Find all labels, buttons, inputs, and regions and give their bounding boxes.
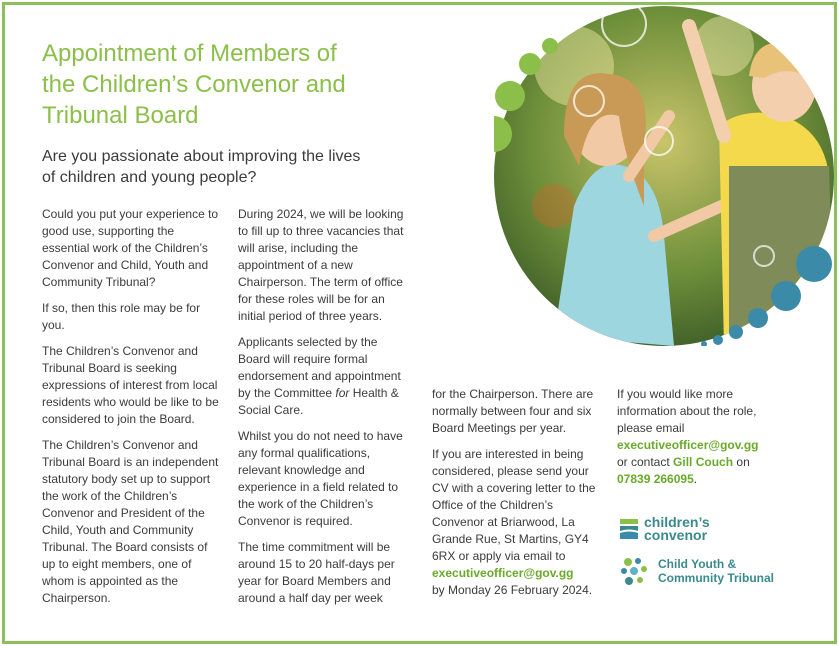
deadline-text: by Monday 26 February 2024. — [432, 583, 593, 597]
tribunal-logo-text: Community Tribunal — [658, 571, 775, 585]
paragraph — [432, 446, 604, 599]
email-link[interactable]: executiveofficer@gov.gg — [617, 438, 759, 452]
paragraph: If so, then this role may be for you. — [42, 301, 201, 332]
paragraph — [238, 334, 410, 419]
tribunal-logo-text: Child Youth & — [658, 557, 737, 571]
text-run: Health & Social Care. — [238, 386, 399, 417]
column-1 — [42, 206, 222, 616]
paragraph: Whilst you do not need to have any formal qualifications, relevant knowledge and experience in a field related to the work of the Children’s Convenor is required. — [238, 429, 403, 528]
page-title: Appointment of Members of the Children’s Convenor and Tribunal Board — [42, 40, 346, 129]
paragraph: During 2024, we will be looking to fill up to three vacancies that will arise, including the appointment of a new Chairperson. The term of office for these roles will be for an initial period of three years. — [238, 207, 404, 323]
text-run: If you would like more information about the role, please email — [617, 387, 757, 435]
email-link[interactable]: executiveofficer@gov.gg — [432, 566, 574, 580]
paragraph: for the Chairperson. There are normally between four and six Board Meetings per year. — [432, 387, 594, 435]
convenor-logo-text: children’s — [644, 514, 710, 530]
text-run: . — [693, 472, 698, 486]
paragraph: The Children’s Convenor and Tribunal Board is an independent statutory body set up to support the work of the Children’s Convenor and President of the Child, Youth and Community Tribunal. The Board consists of up to eight members, one of whom is appointed as the Chairperson. — [42, 438, 219, 605]
text-run: or contact — [617, 455, 670, 469]
column-3 — [432, 386, 604, 608]
text-run: on — [736, 455, 750, 469]
paragraph: Could you put your experience to good use, supporting the essential work of the Children’s Convenor and Child, Youth and Community Tribunal? — [42, 207, 219, 289]
paragraph: The Children’s Convenor and Tribunal Board is seeking expressions of interest from local residents who would be like to be considered to join the Board. — [42, 344, 219, 426]
logos — [620, 516, 774, 586]
column-2 — [238, 206, 410, 616]
page-subtitle: Are you passionate about improving the lives of children and young people? — [42, 148, 361, 186]
tribunal-logo — [620, 556, 774, 586]
text-run: Applicants selected by the Board will require formal endorsement and appointment by the Committee — [238, 335, 401, 400]
column-4 — [617, 386, 782, 497]
emphasis: for — [335, 386, 350, 400]
paragraph — [617, 386, 782, 488]
contact-name: Gill Couch — [673, 455, 734, 469]
children-photo — [494, 6, 834, 346]
text-run: If you are interested in being considered, please send your CV with a covering letter to the Office of the Children’s Convenor at Briarwood, La Grande Rue, St Martins, GY4 6RX or apply via email to — [432, 447, 596, 563]
convenor-emblem-icon — [620, 519, 638, 539]
convenor-logo-text: convenor — [644, 527, 708, 543]
childrens-convenor-logo — [620, 516, 774, 542]
phone-number[interactable]: 07839 266095 — [617, 472, 694, 486]
tribunal-dots-icon — [620, 556, 650, 586]
paragraph: The time commitment will be around 15 to 20 half-days per year for Board Members and around a half day per week — [238, 540, 395, 605]
